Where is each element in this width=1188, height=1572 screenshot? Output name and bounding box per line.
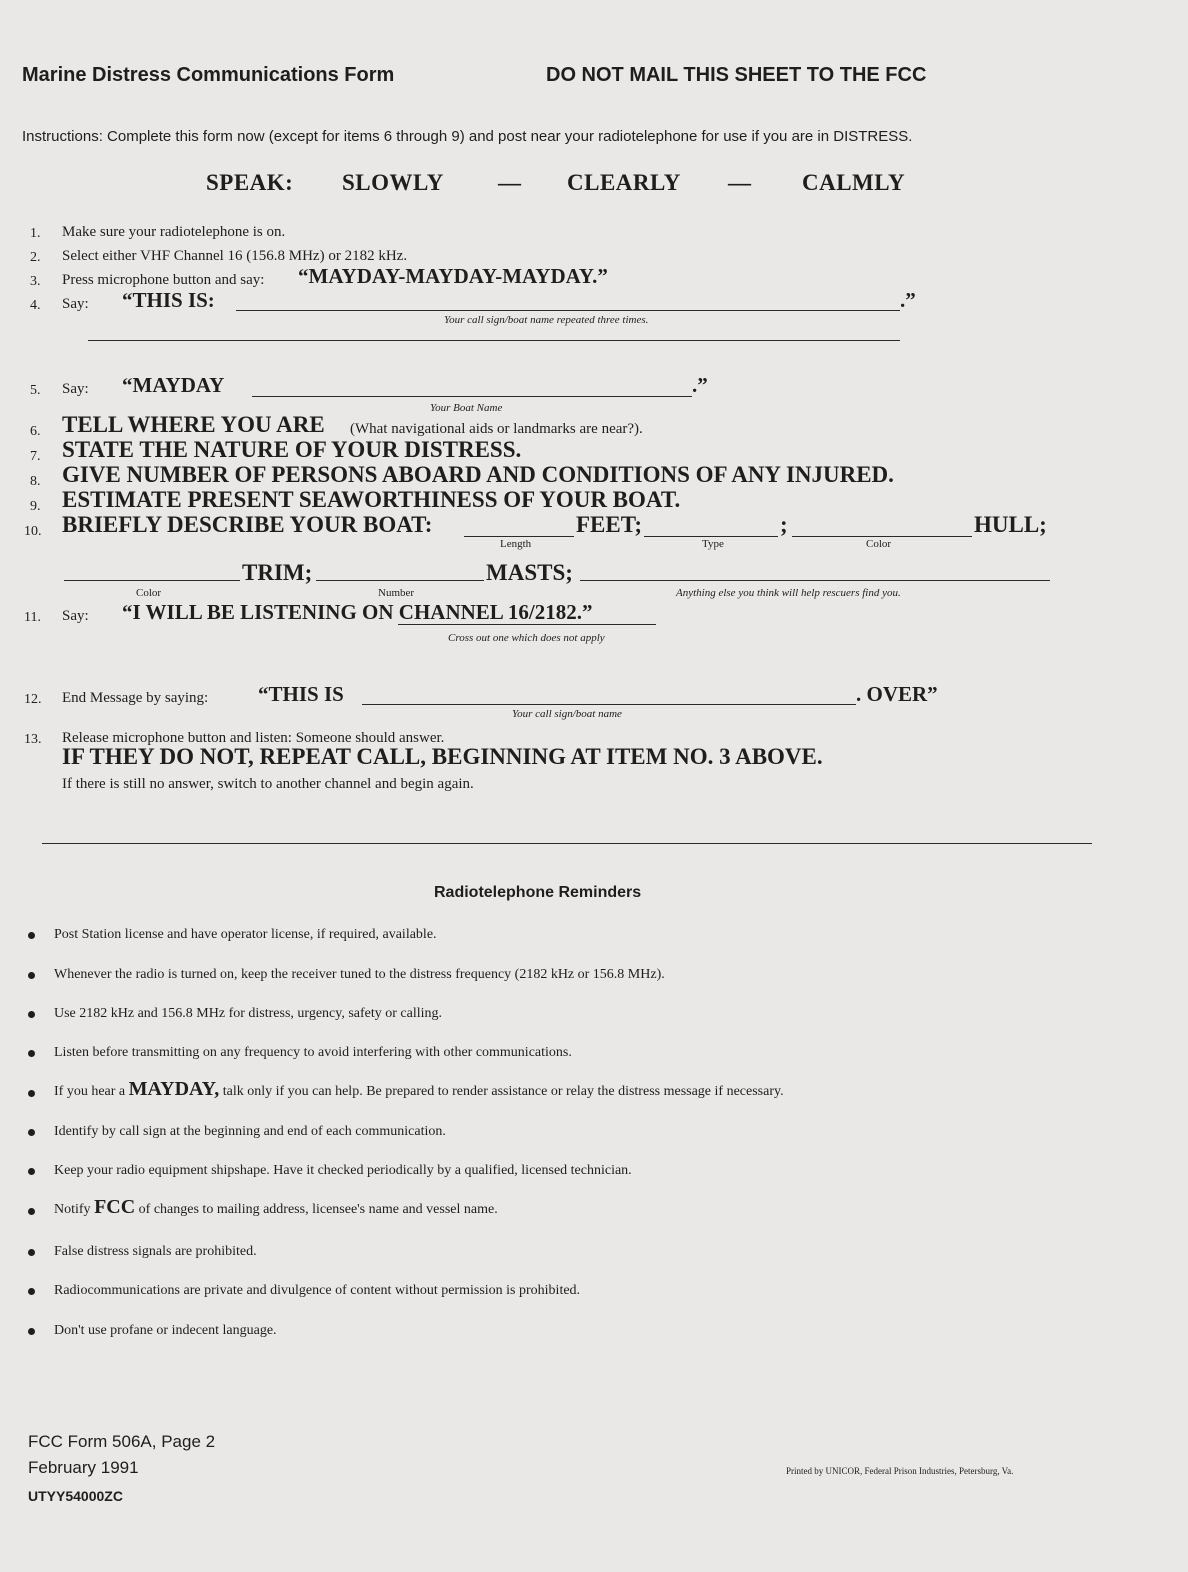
reminder-text: Notify: [54, 1202, 91, 1217]
hull-color-line: [792, 536, 972, 537]
type-separator: ;: [780, 512, 788, 537]
reminder-item: Whenever the radio is turned on, keep the receiver tuned to the distress frequency (2182 kHz or 156.8 MHz).: [54, 967, 665, 982]
trim-color-line: [64, 580, 240, 581]
step-3-text: Press microphone button and say:: [62, 272, 265, 288]
other-details-caption: Anything else you think will help rescuers find you.: [676, 587, 901, 599]
call-sign-line-2: [88, 340, 900, 341]
step-12-over: . OVER”: [856, 682, 938, 706]
do-not-mail-notice: DO NOT MAIL THIS SHEET TO THE FCC: [546, 64, 927, 86]
step-number: 9.: [30, 499, 41, 514]
bullet: [28, 1011, 35, 1018]
step-5-end-quote: .”: [692, 373, 708, 397]
speak-calmly: CALMLY: [802, 170, 906, 195]
reminder-text: If you hear a: [54, 1084, 126, 1099]
fcc-emphasis: FCC: [94, 1196, 136, 1218]
call-sign-line: [236, 310, 900, 311]
form-code: UTYY54000ZC: [28, 1488, 123, 1504]
step-13-switch: If there is still no answer, switch to another channel and begin again.: [62, 776, 474, 792]
bullet: [28, 1168, 35, 1175]
bullet: [28, 972, 35, 979]
reminder-item: Post Station license and have operator license, if required, available.: [54, 927, 437, 942]
step-13-repeat: IF THEY DO NOT, REPEAT CALL, BEGINNING AT ITEM NO. 3 ABOVE.: [62, 744, 823, 769]
speak-slowly: SLOWLY: [342, 170, 444, 195]
channel-caption: Cross out one which does not apply: [448, 632, 605, 644]
step-12-this-is: “THIS IS: [258, 682, 344, 706]
reminder-item-fcc: [54, 1196, 498, 1219]
step-4-end-quote: .”: [900, 288, 916, 312]
step-3-mayday: “MAYDAY-MAYDAY-MAYDAY.”: [298, 264, 608, 288]
section-divider: [42, 843, 1092, 844]
bullet: [28, 1288, 35, 1295]
step-11-listening: “I WILL BE LISTENING ON CHANNEL 16/2182.”: [122, 600, 593, 624]
bullet: [28, 1249, 35, 1256]
speak-label: SPEAK:: [206, 170, 294, 195]
bullet: [28, 1208, 35, 1215]
bullet: [28, 1328, 35, 1335]
bullet: [28, 1129, 35, 1136]
length-caption: Length: [500, 538, 532, 550]
step-7-text: STATE THE NATURE OF YOUR DISTRESS.: [62, 437, 522, 462]
instructions-text: Instructions: Complete this form now (except for items 6 through 9) and post near your radiotelephone for use if you are in DISTRESS.: [22, 128, 913, 145]
step-number: 6.: [30, 424, 41, 439]
reminder-text: talk only if you can help. Be prepared to render assistance or relay the distress message if necessary.: [222, 1084, 784, 1099]
end-call-sign-caption: Your call sign/boat name: [512, 708, 622, 720]
step-number: 7.: [30, 449, 41, 464]
type-caption: Type: [702, 538, 724, 550]
step-8-text: GIVE NUMBER OF PERSONS ABOARD AND CONDITIONS OF ANY INJURED.: [62, 462, 894, 487]
bullet: [28, 1050, 35, 1057]
reminder-item: Don't use profane or indecent language.: [54, 1323, 277, 1338]
reminder-text: of changes to mailing address, licensee's name and vessel name.: [138, 1202, 498, 1217]
bullet: [28, 932, 35, 939]
color-caption: Color: [866, 538, 892, 550]
end-call-sign-line: [362, 704, 856, 705]
printer-note: Printed by UNICOR, Federal Prison Industries, Petersburg, Va.: [786, 1466, 1014, 1476]
reminders-title: Radiotelephone Reminders: [434, 884, 642, 901]
trim-color-caption: Color: [136, 587, 162, 599]
channel-underline: [398, 624, 656, 625]
reminder-item: Listen before transmitting on any frequency to avoid interfering with other communications.: [54, 1045, 572, 1060]
reminder-item: Identify by call sign at the beginning and end of each communication.: [54, 1124, 446, 1139]
masts-label: MASTS;: [486, 560, 573, 585]
trim-label: TRIM;: [242, 560, 313, 585]
boat-name-caption: Your Boat Name: [430, 402, 503, 414]
speak-dash-2: —: [728, 170, 752, 195]
form-date: February 1991: [28, 1458, 139, 1477]
step-12-text: End Message by saying:: [62, 690, 209, 706]
step-number: 13.: [24, 732, 42, 747]
form-number: FCC Form 506A, Page 2: [28, 1432, 216, 1451]
length-line: [464, 536, 574, 537]
hull-label: HULL;: [974, 512, 1047, 537]
other-details-line: [580, 580, 1050, 581]
step-6-hint: (What navigational aids or landmarks are near?).: [350, 421, 643, 437]
step-number: 2.: [30, 250, 41, 265]
step-number: 11.: [24, 610, 41, 625]
step-11-say: Say:: [62, 608, 89, 624]
reminder-item: Radiocommunications are private and divulgence of content without permission is prohibited.: [54, 1283, 581, 1298]
type-line: [644, 536, 778, 537]
step-9-text: ESTIMATE PRESENT SEAWORTHINESS OF YOUR BOAT.: [62, 487, 681, 512]
masts-number-caption: Number: [378, 587, 415, 599]
step-2-text: Select either VHF Channel 16 (156.8 MHz) or 2182 kHz.: [62, 248, 408, 264]
reminder-item-mayday: [54, 1078, 784, 1101]
speak-dash-1: —: [498, 170, 522, 195]
step-5-mayday: “MAYDAY: [122, 373, 225, 397]
call-sign-caption: Your call sign/boat name repeated three times.: [444, 314, 649, 326]
step-10-text: BRIEFLY DESCRIBE YOUR BOAT:: [62, 512, 433, 537]
feet-label: FEET;: [576, 512, 643, 537]
step-number: 12.: [24, 692, 42, 707]
bullet: [28, 1090, 35, 1097]
step-number: 1.: [30, 226, 41, 241]
reminder-item: Keep your radio equipment shipshape. Have it checked periodically by a qualified, licensed technician.: [54, 1163, 632, 1178]
speak-clearly: CLEARLY: [567, 170, 681, 195]
step-4-say: Say:: [62, 296, 89, 312]
step-13-text: Release microphone button and listen: Someone should answer.: [62, 730, 445, 746]
reminder-item: Use 2182 kHz and 156.8 MHz for distress, urgency, safety or calling.: [54, 1006, 443, 1021]
masts-number-line: [316, 580, 484, 581]
step-number: 10.: [24, 524, 42, 539]
boat-name-line: [252, 396, 692, 397]
form-title: Marine Distress Communications Form: [22, 64, 395, 86]
reminder-item: False distress signals are prohibited.: [54, 1244, 257, 1259]
step-number: 5.: [30, 383, 41, 398]
step-6-text: TELL WHERE YOU ARE: [62, 412, 325, 437]
step-1-text: Make sure your radiotelephone is on.: [62, 224, 286, 240]
step-number: 8.: [30, 474, 41, 489]
step-number: 3.: [30, 274, 41, 289]
step-4-this-is: “THIS IS:: [122, 288, 215, 312]
step-5-say: Say:: [62, 381, 89, 397]
mayday-emphasis: MAYDAY,: [128, 1078, 220, 1100]
step-number: 4.: [30, 298, 41, 313]
